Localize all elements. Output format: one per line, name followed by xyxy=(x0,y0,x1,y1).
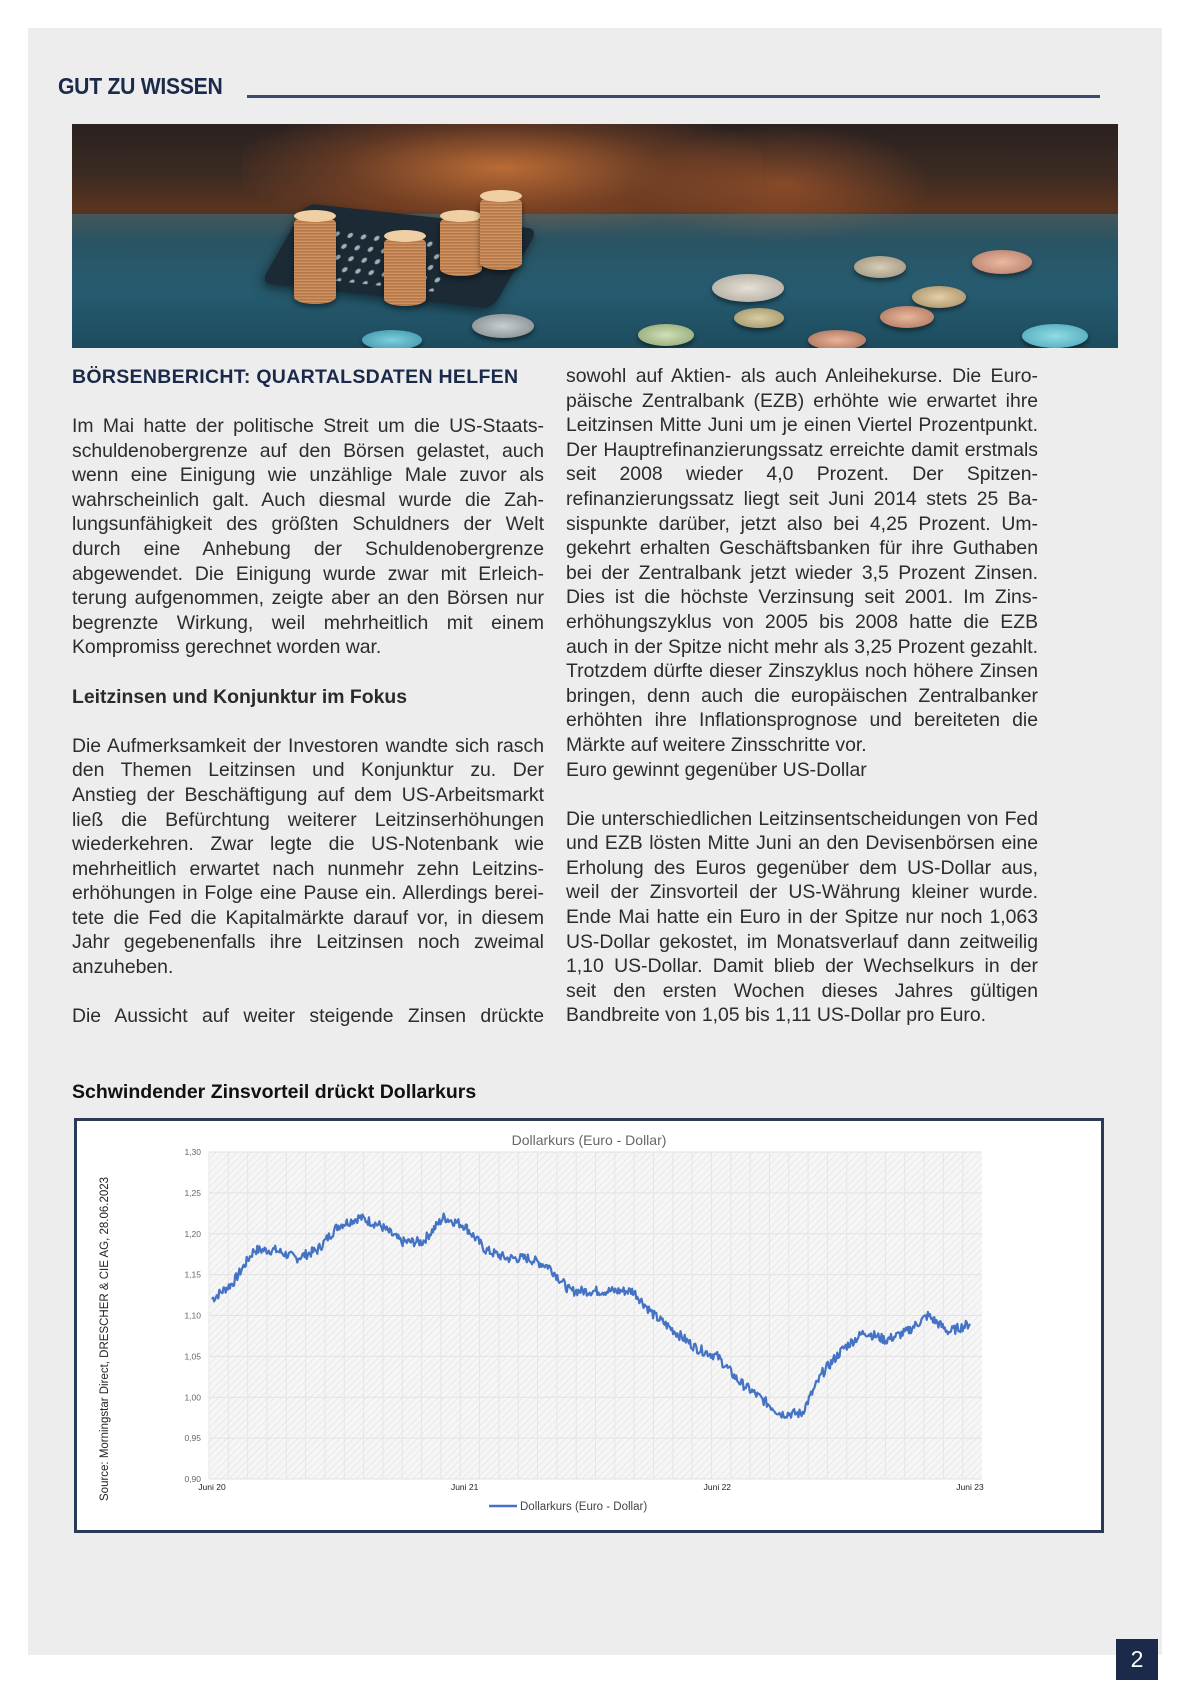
article-column-left xyxy=(72,364,544,1029)
coin-icon xyxy=(912,286,966,308)
y-tick-label: 1,05 xyxy=(184,1351,201,1362)
coin-icon xyxy=(854,256,906,278)
coin-icon xyxy=(638,324,694,346)
coin-icon xyxy=(734,308,784,328)
paragraph: Die Aufmerksamkeit der Investoren wandte sich rasch den Themen Leitzinsen und Konjunktur zu. Der Anstieg der Beschäftigung auf dem US-Arbeitsmarkt ließ die Befürchtung weiterer Leitzinserhöhungen wiederkehren. Zwar legte die US-Notenbank wie mehrheitlich erwartet nach nunmehr zehn Leitzinserhöhungen in Folge eine Pause ein. Allerdings bereitete die Fed die Kapitalmärkte darauf vor, in diesem Jahr gegebenenfalls ihre Leitzinsen noch zweimal anzuheben. xyxy=(72,734,544,979)
paragraph: Die Aussicht auf weiter steigende Zinsen drückte xyxy=(72,1005,544,1028)
section-divider xyxy=(247,95,1100,98)
svg-text:Dollarkurs (Euro - Dollar): Dollarkurs (Euro - Dollar) xyxy=(520,1501,648,1513)
x-tick-label: Juni 23 xyxy=(956,1482,984,1492)
paragraph: sowohl auf Aktien- als auch Anleihekurse. Die Europäische Zentralbank (EZB) erhöhte wie erwartet ihre Leitzinsen Mitte Juni um je einen Viertel Prozentpunkt. Der Hauptrefinanzierungssatz erreichte damit erstmals seit 2008 wieder 4,0 Prozent. Der Spitzenrefinanzierungssatz liegt seit Juni 2014 stets 25 Basispunkte darüber, jetzt also bei 4,25 Prozent. Umgekehrt erhalten Geschäftsbanken für ihre Guthaben bei der Zentralbank jetzt wieder 3,5 Prozent Zinsen. Dies ist die höchste Verzinsung seit 2001. Im Zinserhöhungszyklus von 2005 bis 2008 hatte die EZB auch in der Spitze nicht mehr als 3,25 Prozent gezahlt. Trotzdem dürfte dieser Zinszyklus noch höhere Zinsen bringen, denn auch die europäischen Zentralbanker erhöhten ihre Inflationsprognose und bereiteten die Märkte auf weitere Zinsschritte vor. xyxy=(566,365,1038,756)
y-tick-label: 0,95 xyxy=(184,1433,201,1444)
x-tick-label: Juni 20 xyxy=(198,1482,226,1492)
x-tick-label: Juni 22 xyxy=(703,1482,732,1492)
article-title: BÖRSENBERICHT: QUARTALSDATEN HELFEN xyxy=(72,366,519,388)
coin-icon xyxy=(362,330,422,348)
table-surface xyxy=(72,214,1118,348)
chart-canvas xyxy=(77,1121,1101,1530)
coin-stack-icon xyxy=(480,196,522,270)
paragraph: Die unterschiedlichen Leitzinsentscheidungen von Fed und EZB lösten Mitte Juni an den Devisenbörsen eine Erholung des Euros gegenüber dem US-Dollar aus, weil der Zinsvorteil der US-Währung kleiner wurde. Ende Mai hatte ein Euro in der Spitze nur noch 1,063 US-Dollar gekostet, im Monatsverlauf dann zeitweilig 1,10 US-Dollar. Damit blieb der Wechselkurs in der seit den ersten Wochen dieses Jahres gültigen Bandbreite von 1,05 bis 1,11 US-Dollar pro Euro. xyxy=(566,807,1038,1027)
y-tick-label: 1,30 xyxy=(184,1147,201,1157)
subheading: Euro gewinnt gegenüber US-Dollar xyxy=(566,758,867,781)
coin-icon xyxy=(808,330,866,348)
coin-stack-icon xyxy=(294,216,336,304)
coin-icon xyxy=(472,314,534,338)
article-column-right xyxy=(566,364,1038,1028)
y-tick-label: 0,90 xyxy=(184,1474,201,1484)
y-tick-label: 1,10 xyxy=(184,1310,201,1321)
y-tick-label: 1,20 xyxy=(184,1228,201,1239)
page xyxy=(28,28,1162,1672)
chart-title: Dollarkurs (Euro - Dollar) xyxy=(511,1132,667,1148)
y-tick-label: 1,00 xyxy=(184,1392,201,1403)
coin-icon xyxy=(1022,324,1088,348)
y-tick-label: 1,15 xyxy=(184,1269,201,1280)
chart xyxy=(74,1118,1104,1533)
section-header xyxy=(58,70,1148,100)
chart-heading: Schwindender Zinsvorteil drückt Dollarkurs xyxy=(72,1081,477,1103)
coin-icon xyxy=(972,250,1032,274)
paragraph: Im Mai hatte der politische Streit um die US-Staatsschuldenobergrenze auf den Börsen gelastet, auch wenn eine Einigung wie unzählige Male zuvor als wahrscheinlich galt. Auch diesmal wurde die Zahlungsunfähigkeit des größten Schuldners der Welt durch eine Anhebung der Schuldenobergrenze abgewendet. Die Einigung wurde zwar mit Erleichterung aufgenommen, zeigte aber an den Börsen nur begrenzte Wirkung, weil mehrheitlich mit einem Kompromiss gerechnet worden war. xyxy=(72,415,544,659)
hero-image xyxy=(72,124,1118,348)
coin-stack-icon xyxy=(384,236,426,306)
chart-source: Source: Morningstar Direct, DRESCHER & CIE AG, 28.06.2023 xyxy=(99,1176,111,1501)
coin-stack-icon xyxy=(440,216,482,276)
section-title: GUT ZU WISSEN xyxy=(58,73,223,99)
subheading: Leitzinsen und Konjunktur im Fokus xyxy=(72,685,408,708)
coin-icon xyxy=(712,274,784,302)
page-number: 2 xyxy=(1116,1639,1158,1680)
chart-legend xyxy=(489,1501,647,1513)
x-tick-label: Juni 21 xyxy=(450,1482,479,1492)
y-tick-label: 1,25 xyxy=(184,1187,201,1198)
coin-icon xyxy=(880,306,934,328)
